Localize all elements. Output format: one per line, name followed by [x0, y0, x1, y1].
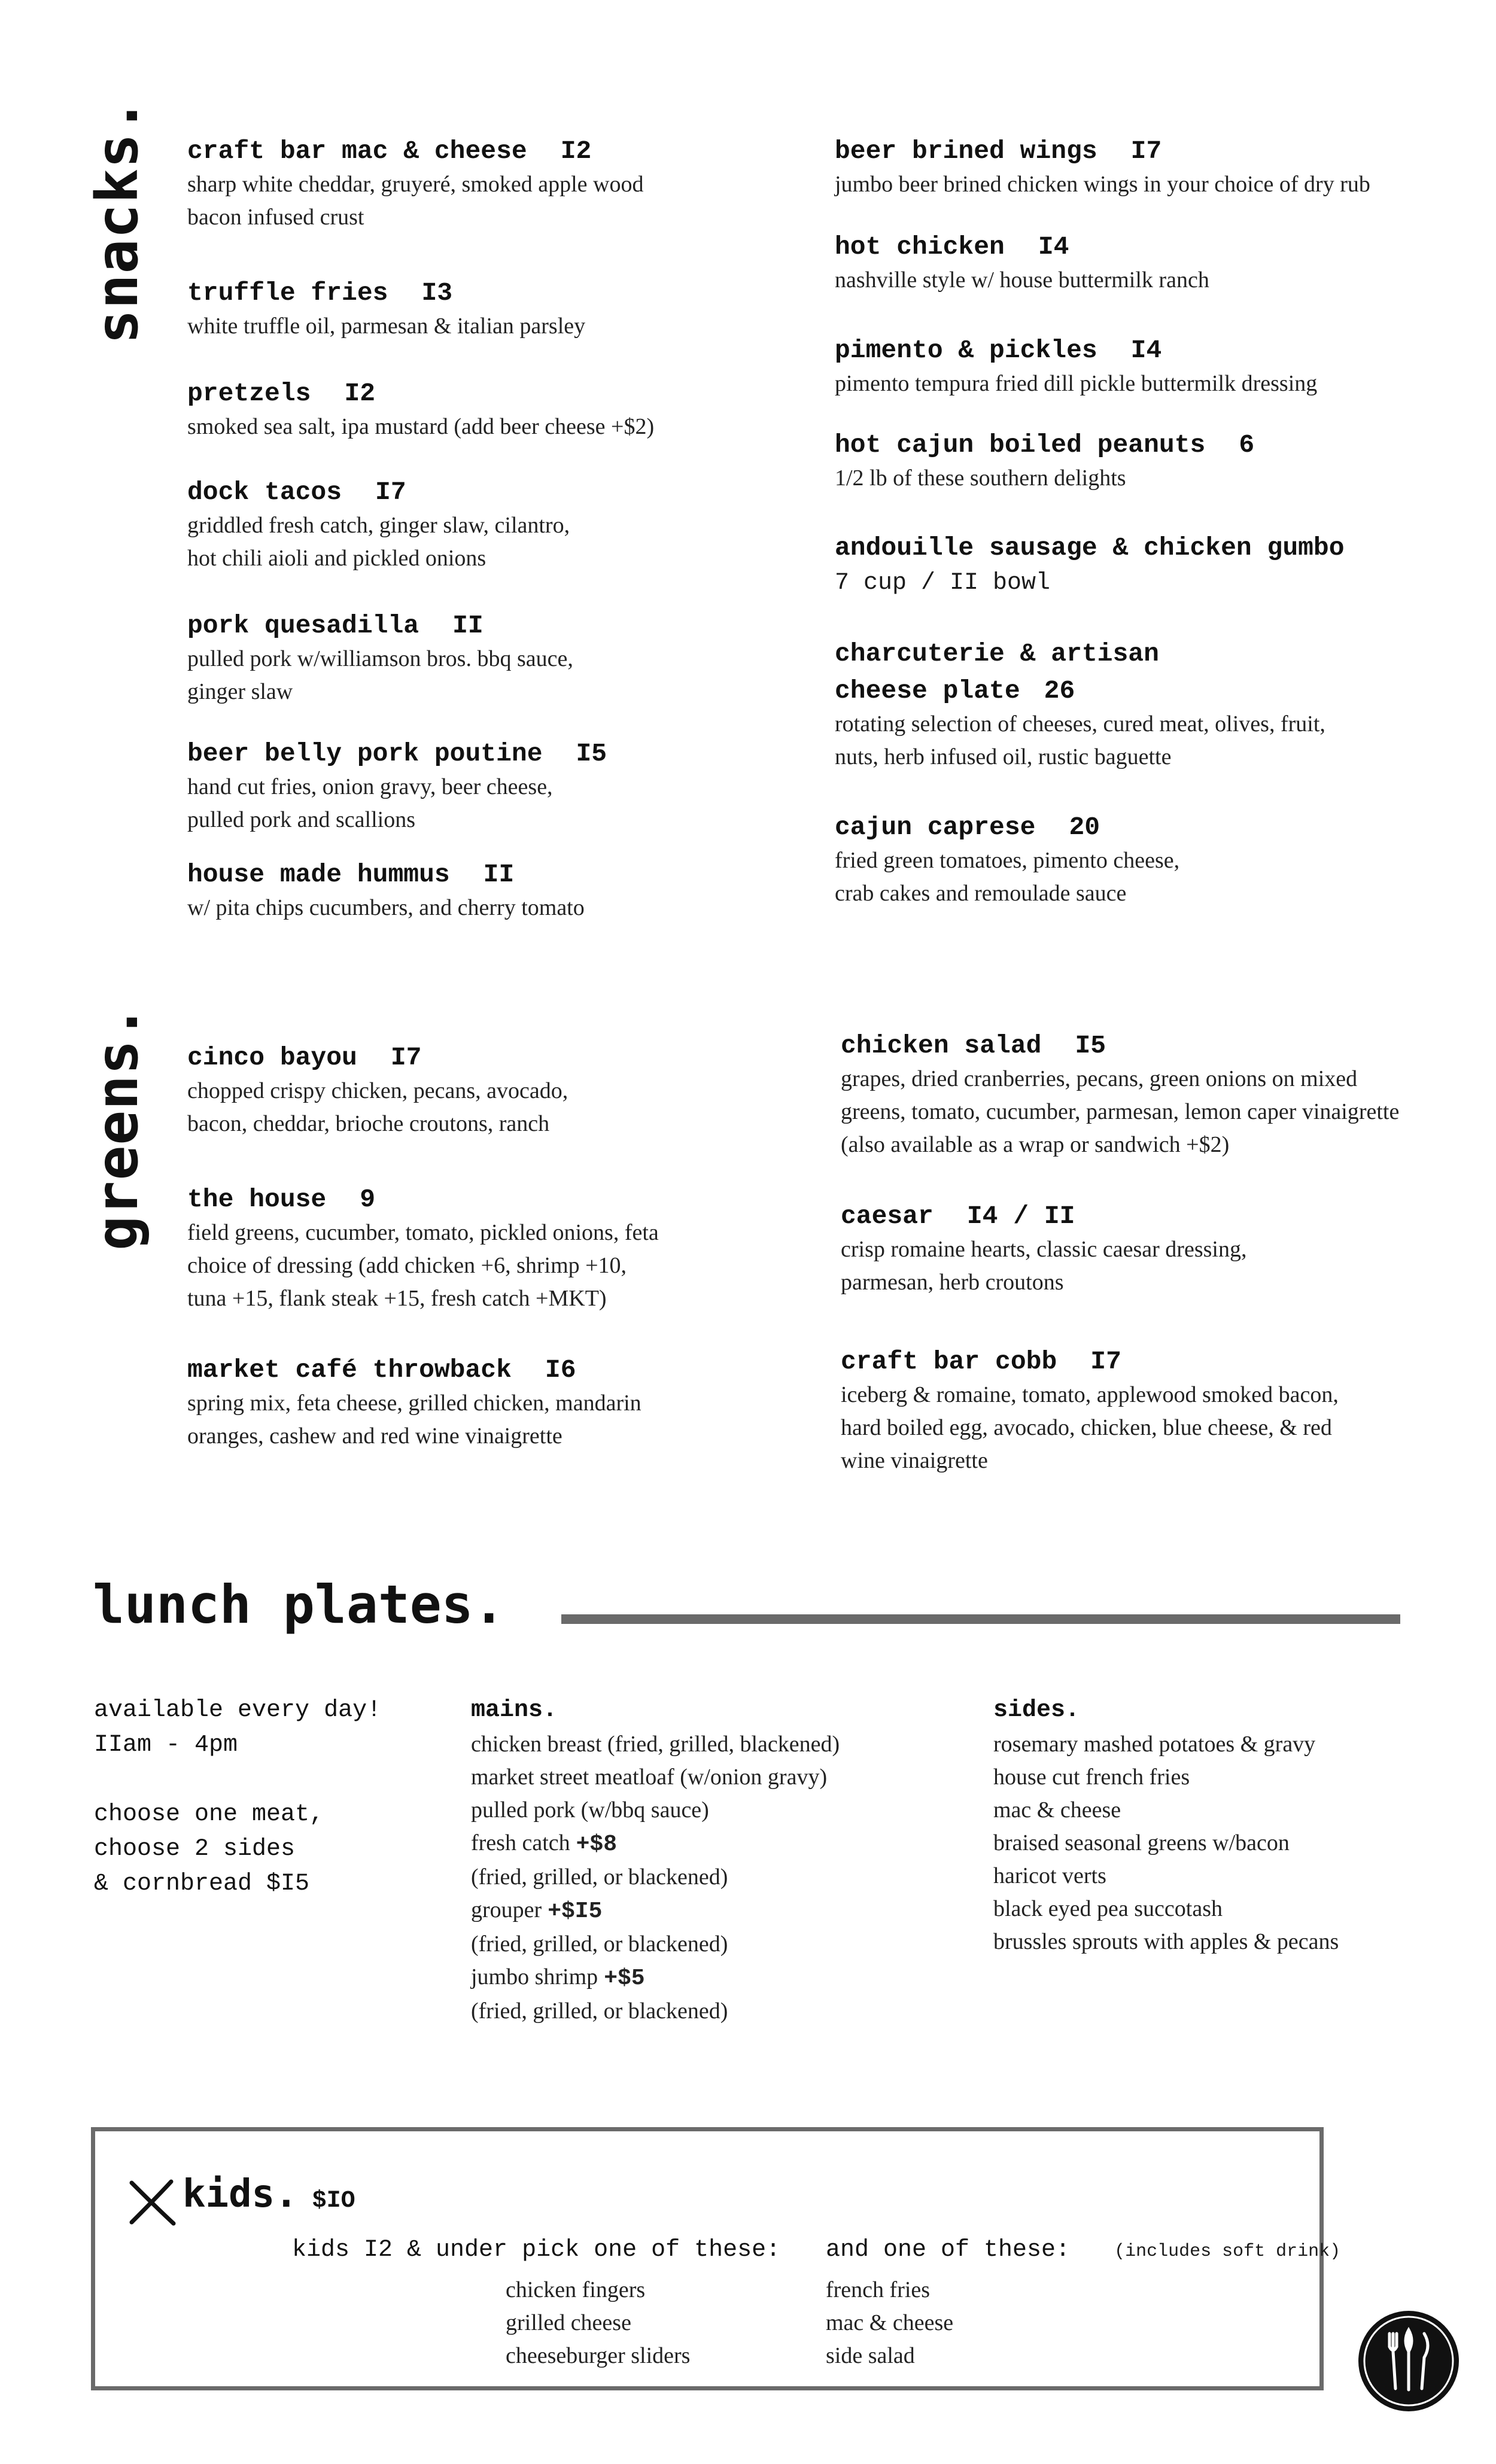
menu-item-name — [835, 334, 1463, 367]
main-option — [471, 1827, 840, 1861]
lunch-info-line: IIam - 4pm — [94, 1732, 238, 1759]
menu-item-name — [841, 1345, 1469, 1379]
item-price: I4 / II — [966, 1201, 1075, 1231]
menu-item — [187, 609, 816, 708]
item-title: pork quesadilla — [187, 611, 419, 640]
main-upcharge: +$5 — [604, 1966, 645, 1991]
main-option — [471, 1894, 840, 1928]
main-upcharge: +$8 — [576, 1832, 618, 1857]
item-description: bacon, cheddar, brioche croutons, ranch — [187, 1111, 550, 1136]
mains-heading: mains. — [471, 1697, 558, 1724]
item-description: nuts, herb infused oil, rustic baguette — [835, 744, 1172, 769]
menu-item — [841, 1200, 1469, 1299]
item-title: andouille sausage & chicken gumbo — [835, 533, 1345, 562]
menu-item-name — [187, 737, 816, 771]
item-price: I4 — [1130, 336, 1162, 365]
item-description: 1/2 lb of these southern delights — [835, 466, 1126, 491]
item-description: parmesan, herb croutons — [841, 1270, 1064, 1295]
menu-item — [187, 737, 816, 836]
restaurant-logo-icon — [1357, 2310, 1460, 2413]
menu-item — [835, 637, 1463, 774]
menu-item-name — [835, 135, 1463, 168]
menu-item-name — [841, 1200, 1469, 1233]
menu-item — [835, 334, 1463, 400]
main-text: (fried, grilled, or blackened) — [471, 1998, 728, 2024]
kids-price: $IO — [312, 2188, 355, 2214]
snacks-heading: snacks. — [84, 98, 151, 344]
main-text: fresh catch — [471, 1830, 570, 1855]
item-title: cinco bayou — [187, 1043, 357, 1072]
menu-item-name — [835, 637, 1463, 671]
item-description: nashville style w/ house buttermilk ranch — [835, 267, 1209, 293]
side-option: brussles sprouts with apples & pecans — [993, 1929, 1339, 1954]
menu-item — [187, 858, 816, 924]
lunch-info-line: available every day! — [94, 1697, 382, 1724]
kids-option: french fries — [826, 2277, 931, 2302]
item-description: iceberg & romaine, tomato, applewood smoked bacon, — [841, 1382, 1339, 1407]
main-option — [471, 1761, 840, 1794]
crossed-utensils-icon — [127, 2178, 177, 2226]
side-option: house cut french fries — [993, 1765, 1190, 1790]
greens-heading: greens. — [84, 1004, 151, 1251]
main-text: (fried, grilled, or blackened) — [471, 1931, 728, 1957]
item-price: 20 — [1069, 813, 1100, 842]
lunch-plates-heading: lunch plates. — [93, 1574, 505, 1635]
item-description: pulled pork w/williamson bros. bbq sauce, — [187, 646, 573, 671]
menu-item-name — [835, 428, 1463, 462]
menu-item — [187, 1353, 816, 1453]
item-description: spring mix, feta cheese, grilled chicken, mandarin — [187, 1391, 641, 1416]
menu-item — [187, 276, 816, 343]
main-text: pulled pork (w/bbq sauce) — [471, 1797, 709, 1823]
item-price: I2 — [560, 136, 592, 166]
item-description: greens, tomato, cucumber, parmesan, lemon caper vinaigrette — [841, 1099, 1400, 1124]
menu-item — [187, 1183, 816, 1315]
item-price: I7 — [375, 477, 406, 507]
menu-item-name — [187, 1183, 816, 1216]
menu-item-name — [835, 674, 1463, 708]
item-description: white truffle oil, parmesan & italian parsley — [187, 314, 586, 339]
menu-item-name — [187, 858, 816, 892]
kids-options-two — [826, 2274, 953, 2372]
item-title: pretzels — [187, 379, 311, 408]
item-price: I7 — [1130, 136, 1162, 166]
lunch-info-line: choose 2 sides — [94, 1836, 296, 1863]
item-price: I7 — [390, 1043, 422, 1072]
item-description: w/ pita chips cucumbers, and cherry tomato — [187, 895, 585, 920]
item-description: hand cut fries, onion gravy, beer cheese, — [187, 774, 553, 799]
item-price: I4 — [1038, 232, 1069, 261]
main-upcharge: +$I5 — [548, 1899, 603, 1924]
item-description: pimento tempura fried dill pickle buttermilk dressing — [835, 371, 1318, 396]
side-option: haricot verts — [993, 1863, 1106, 1888]
kids-option: grilled cheese — [506, 2310, 631, 2335]
item-price: I3 — [421, 278, 453, 308]
item-title: the house — [187, 1185, 327, 1214]
item-description: wine vinaigrette — [841, 1448, 988, 1473]
item-title: dock tacos — [187, 477, 342, 507]
lunch-info — [94, 1693, 381, 1902]
item-description: chopped crispy chicken, pecans, avocado, — [187, 1078, 568, 1103]
lunch-info-line: choose one meat, — [94, 1801, 324, 1828]
item-title: house made hummus — [187, 860, 450, 889]
item-price: II — [452, 611, 484, 640]
item-title: cajun caprese — [835, 813, 1036, 842]
item-description: rotating selection of cheeses, cured meat, olives, fruit, — [835, 711, 1325, 737]
kids-heading — [183, 2172, 355, 2216]
menu-item — [187, 377, 816, 443]
item-price: 6 — [1239, 430, 1255, 460]
menu-item-name — [187, 377, 816, 410]
menu-item — [187, 1041, 816, 1140]
main-text: grouper — [471, 1897, 542, 1922]
menu-item — [835, 531, 1463, 602]
item-description: (also available as a wrap or sandwich +$2) — [841, 1132, 1230, 1157]
main-text: market street meatloaf (w/onion gravy) — [471, 1765, 828, 1790]
menu-item — [835, 230, 1463, 297]
main-option — [471, 1928, 840, 1961]
kids-option: mac & cheese — [826, 2310, 954, 2335]
item-price: I5 — [576, 739, 607, 768]
item-price: I7 — [1090, 1347, 1121, 1376]
kids-title: kids. — [183, 2172, 298, 2216]
item-description: hard boiled egg, avocado, chicken, blue cheese, & red — [841, 1415, 1332, 1440]
kids-option: chicken fingers — [506, 2277, 646, 2302]
item-title: hot cajun boiled peanuts — [835, 430, 1206, 460]
item-description: bacon infused crust — [187, 205, 364, 230]
kids-options-two-heading — [826, 2233, 1340, 2268]
main-option — [471, 1861, 840, 1894]
item-portion-price: 7 cup / II bowl — [835, 570, 1051, 597]
item-title: craft bar mac & cheese — [187, 136, 527, 166]
lunch-info-line: & cornbread $I5 — [94, 1870, 310, 1897]
kids-intro: kids I2 & under pick one of these: — [292, 2237, 781, 2264]
kids-option: cheeseburger sliders — [506, 2343, 691, 2368]
item-title: hot chicken — [835, 232, 1005, 261]
item-title: charcuterie & artisan — [835, 639, 1159, 668]
lunch-mains — [471, 1693, 840, 2028]
kids-options-one — [506, 2274, 690, 2372]
main-option — [471, 1794, 840, 1827]
menu-item-name — [835, 811, 1463, 844]
menu-item — [835, 428, 1463, 495]
item-price: I2 — [344, 379, 376, 408]
main-text: (fried, grilled, or blackened) — [471, 1864, 728, 1890]
sides-heading: sides. — [993, 1697, 1080, 1724]
menu-item-name — [187, 276, 816, 310]
menu-item — [841, 1029, 1469, 1161]
section-divider — [561, 1614, 1400, 1624]
item-price: I5 — [1075, 1031, 1106, 1060]
item-description: grapes, dried cranberries, pecans, green onions on mixed — [841, 1066, 1358, 1091]
menu-item-name — [187, 135, 816, 168]
main-text: chicken breast (fried, grilled, blackened) — [471, 1732, 840, 1757]
item-title: beer brined wings — [835, 136, 1097, 166]
lunch-sides — [993, 1693, 1339, 1958]
item-title: truffle fries — [187, 278, 388, 308]
sides-list — [993, 1728, 1339, 1958]
item-description: oranges, cashew and red wine vinaigrette — [187, 1423, 562, 1449]
menu-item — [835, 811, 1463, 910]
side-option: black eyed pea succotash — [993, 1896, 1223, 1921]
item-title: caesar — [841, 1201, 934, 1231]
side-option: braised seasonal greens w/bacon — [993, 1830, 1290, 1855]
menu-item-name — [835, 230, 1463, 264]
side-option: mac & cheese — [993, 1797, 1121, 1823]
item-price: I6 — [545, 1355, 576, 1385]
menu-item-name — [841, 1029, 1469, 1063]
item-title: beer belly pork poutine — [187, 739, 543, 768]
item-title: market café throwback — [187, 1355, 512, 1385]
item-description: tuna +15, flank steak +15, fresh catch +MKT) — [187, 1286, 607, 1311]
menu-item-name — [187, 609, 816, 643]
main-option — [471, 1961, 840, 1995]
item-description: crab cakes and remoulade sauce — [835, 881, 1127, 906]
menu-item-name — [187, 1041, 816, 1075]
item-description: ginger slaw — [187, 679, 293, 704]
main-option — [471, 1728, 840, 1761]
menu-item-name — [187, 1353, 816, 1387]
item-description: pulled pork and scallions — [187, 807, 415, 832]
kids-col2-note: (includes soft drink) — [1114, 2241, 1341, 2262]
item-description: sharp white cheddar, gruyeré, smoked apple wood — [187, 172, 644, 197]
kids-col2-head: and one of these: — [826, 2237, 1071, 2264]
item-price: II — [483, 860, 515, 889]
item-title: craft bar cobb — [841, 1347, 1057, 1376]
menu-item-name — [187, 476, 816, 509]
menu-item — [187, 476, 816, 575]
lunch-info-line — [94, 1763, 381, 1797]
item-title: pimento & pickles — [835, 336, 1097, 365]
mains-list — [471, 1728, 840, 2028]
item-description: field greens, cucumber, tomato, pickled onions, feta — [187, 1220, 659, 1245]
menu-item — [841, 1345, 1469, 1477]
item-title: chicken salad — [841, 1031, 1042, 1060]
item-description: jumbo beer brined chicken wings in your choice of dry rub — [835, 172, 1370, 197]
menu-item — [187, 135, 816, 234]
item-price: 9 — [360, 1185, 376, 1214]
item-price: 26 — [1044, 676, 1075, 705]
kids-option: side salad — [826, 2343, 915, 2368]
main-text: jumbo shrimp — [471, 1964, 598, 1990]
item-title: cheese plate — [835, 676, 1020, 705]
side-option: rosemary mashed potatoes & gravy — [993, 1732, 1316, 1757]
item-description: hot chili aioli and pickled onions — [187, 546, 486, 571]
main-option — [471, 1995, 840, 2028]
item-description: choice of dressing (add chicken +6, shrimp +10, — [187, 1253, 627, 1278]
item-description: smoked sea salt, ipa mustard (add beer cheese +$2) — [187, 414, 655, 439]
menu-item-name — [835, 531, 1463, 565]
menu-item — [835, 135, 1463, 201]
item-description: fried green tomatoes, pimento cheese, — [835, 848, 1180, 873]
item-description: crisp romaine hearts, classic caesar dressing, — [841, 1237, 1247, 1262]
item-description: griddled fresh catch, ginger slaw, cilantro, — [187, 513, 570, 538]
